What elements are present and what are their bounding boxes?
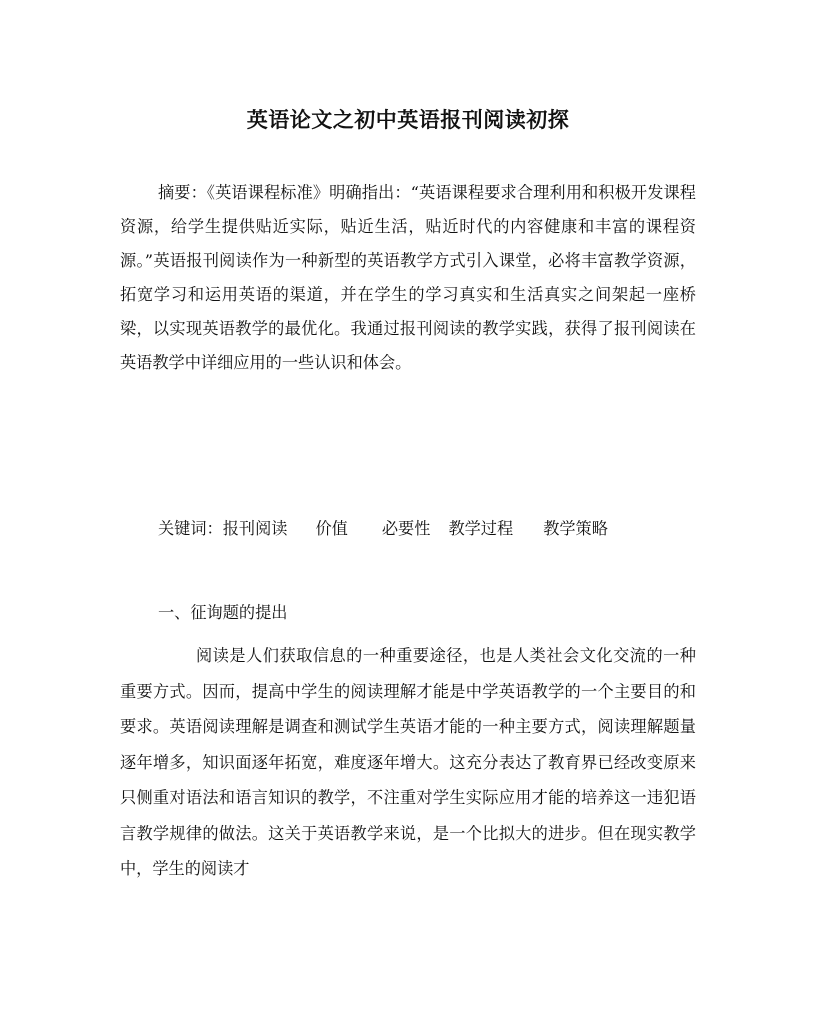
abstract-paragraph: 摘要：《英语课程标准》明确指出：“英语课程要求合理利用和积极开发课程资源，给学生提供贴近实际，贴近生活，贴近时代的内容健康和丰富的课程资源。”英语报刊阅读作为一种新型的英语教学方式引入课堂，必将丰富教学资源，拓宽学习和运用英语的渠道，并在学生的学习真实和生活真实之间架起一座桥梁，以实现英语教学的最优化。我通过报刊阅读的教学实践，获得了报刊阅读在英语教学中详细应用的一些认识和体会。 xyxy=(120,183,696,372)
keywords-label: 关键词： xyxy=(158,519,223,538)
keyword-item: 报刊阅读 xyxy=(222,519,288,538)
document-title: 英语论文之初中英语报刊阅读初探 xyxy=(246,107,570,132)
keyword-item: 教学过程 xyxy=(448,519,514,538)
keywords-line xyxy=(158,512,608,546)
keyword-item: 必要性 xyxy=(381,519,431,538)
keyword-item: 教学策略 xyxy=(543,519,608,538)
section-body-paragraph: 阅读是人们获取信息的一种重要途径，也是人类社会文化交流的一种重要方式。因而，提高中学生的阅读理解才能是中学英语教学的一个主要目的和要求。英语阅读理解是调查和测试学生英语才能的一种主要方式，阅读理解题量逐年增多，知识面逐年拓宽，难度逐年增大。这充分表达了教育界已经改变原来只侧重对语法和语言知识的教学，不注重对学生实际应用才能的培养这一违犯语言教学规律的做法。这关于英语教学来说，是一个比拟大的进步。但在现实教学中，学生的阅读才 xyxy=(120,646,696,878)
section-heading: 一、征询题的提出 xyxy=(158,603,288,622)
keyword-item: 价值 xyxy=(315,519,348,538)
